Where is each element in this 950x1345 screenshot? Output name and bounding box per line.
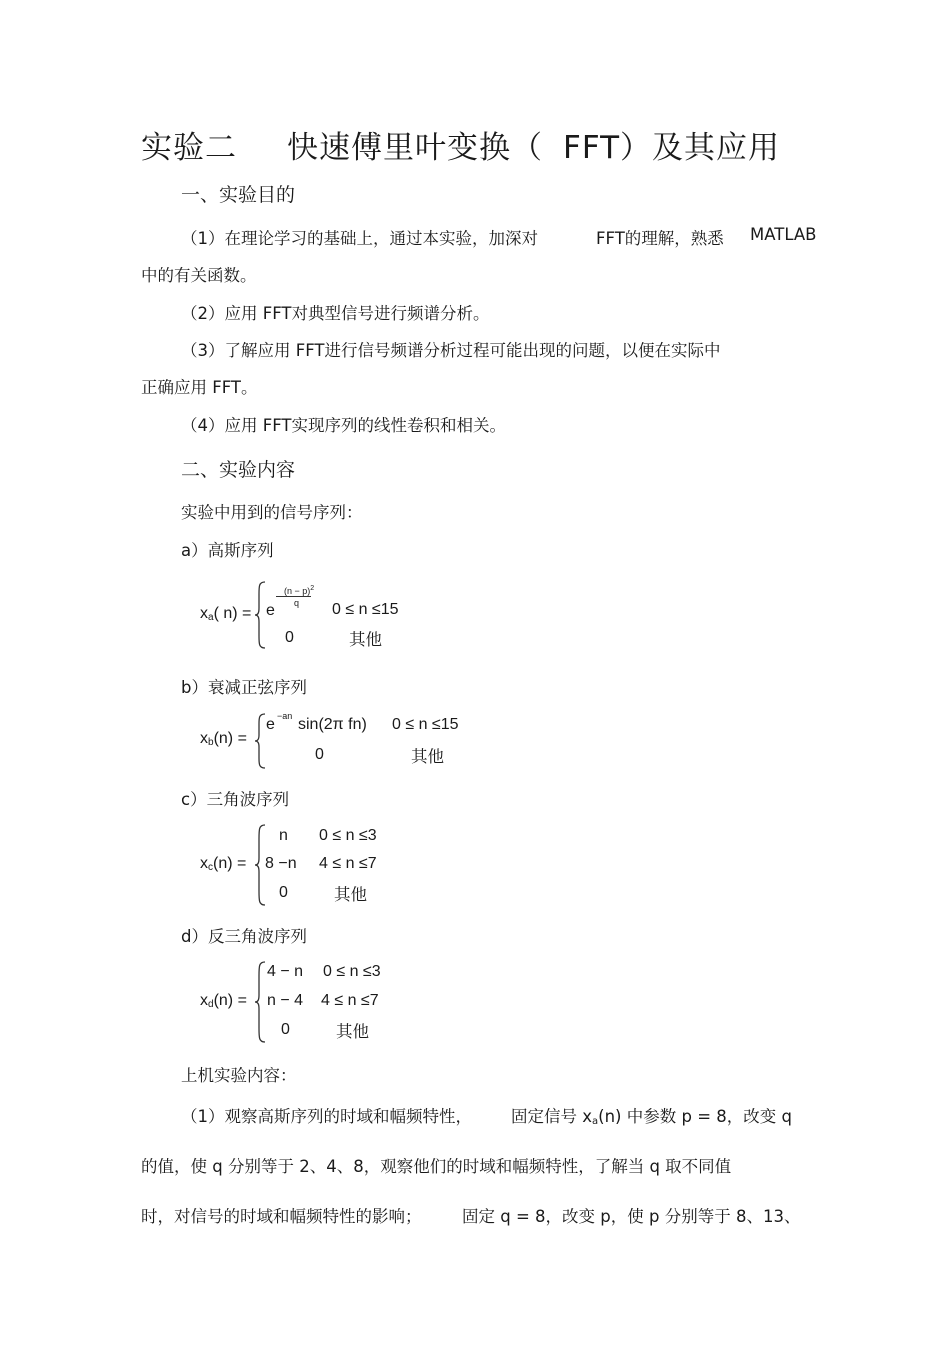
signal-d-row3-cond: 其他 [336,1022,369,1041]
signal-c-row3-val: 0 [279,884,288,901]
signal-d-row2-val: n − 4 [267,992,304,1009]
objective-4: （4）应用 FFT实现序列的线性卷积和相关。 [181,416,507,435]
signal-b-row1-cond: 0 ≤ n ≤15 [392,716,459,733]
signal-c-lhs: $x_c(n)$ = [200,855,247,873]
signal-b-label: b）衰减正弦序列 [181,678,307,697]
signal-a-exp-bar [276,596,311,597]
lab1-line2: 的值，使 q 分别等于 2、4、8，观察他们的时域和幅频特性，了解当 q 取不同值 [141,1157,732,1176]
lab1-line1a: （1）观察高斯序列的时域和幅频特性， [181,1107,472,1126]
objective-1-fft: FFT的理解，熟悉 [596,229,724,248]
lab1-line3a: 时，对信号的时域和幅频特性的影响； [141,1207,422,1226]
signal-b-sine: sin(2π fn) [298,716,367,733]
signal-a-row2-cond: 其他 [349,630,382,649]
signal-c-row2-cond: 4 ≤ n ≤7 [319,855,377,872]
signal-b-row2-val: 0 [315,746,324,763]
title-part2: 快速傅里叶变换（ [287,130,543,166]
objective-3-line1: （3）了解应用 FFT进行信号频谱分析过程可能出现的问题，以便在实际中 [181,341,721,360]
section2-heading: 二、实验内容 [181,459,296,481]
signal-d-row2-cond: 4 ≤ n ≤7 [321,992,379,1009]
title-part3: FFT）及其应用 [563,130,781,166]
signal-b-row2-cond: 其他 [411,747,444,766]
objective-3-line2: 正确应用 FFT。 [141,378,258,397]
signal-a-row2-val: 0 [285,629,294,646]
signal-c-row1-cond: 0 ≤ n ≤3 [319,827,377,844]
signal-c-label: c）三角波序列 [181,790,290,809]
signal-a-e: e [266,602,275,619]
signal-d-row1-val: 4 − n [267,963,304,980]
lab-heading: 上机实验内容： [181,1066,297,1085]
objective-1-matlab: MATLAB [750,225,817,244]
signal-a-exp-numerator: $(n - p)^2$ [284,585,315,596]
signal-d-brace [254,960,268,1044]
signal-d-row3-val: 0 [281,1021,290,1038]
objective-2: （2）应用 FFT对典型信号进行频谱分析。 [181,304,490,323]
signal-d-row1-cond: 0 ≤ n ≤3 [323,963,381,980]
signal-b-e: e [266,716,275,733]
signal-a-exp-denominator: q [294,598,300,608]
objective-1-line1: （1）在理论学习的基础上，通过本实验，加深对 [181,229,538,248]
signal-c-row1-val: n [279,827,288,844]
signal-c-row2-val: 8 −n [265,855,297,872]
signal-d-lhs: $x_d(n)$ = [200,992,247,1010]
title-part1: 实验二 [141,130,237,166]
lab1-line3b: 固定 q = 8，改变 p，使 p 分别等于 8、13、 [462,1207,801,1226]
signal-a-label: a）高斯序列 [181,541,274,560]
signal-a-row1-cond: 0 ≤ n ≤15 [332,601,399,618]
signal-b-lhs: $x_b(n)$ = [200,730,247,748]
signal-a-lhs: $x_a$( n) = [200,605,252,623]
lab1-line1b: 固定信号 $x_a(n)$ 中参数 p = 8，改变 q [511,1107,792,1127]
objective-1-line2: 中的有关函数。 [141,266,257,285]
signal-b-exponent: −an [277,711,293,721]
signals-intro: 实验中用到的信号序列： [181,503,363,522]
signal-d-label: d）反三角波序列 [181,927,307,946]
signal-c-row3-cond: 其他 [334,885,367,904]
section1-heading: 一、实验目的 [181,184,296,206]
